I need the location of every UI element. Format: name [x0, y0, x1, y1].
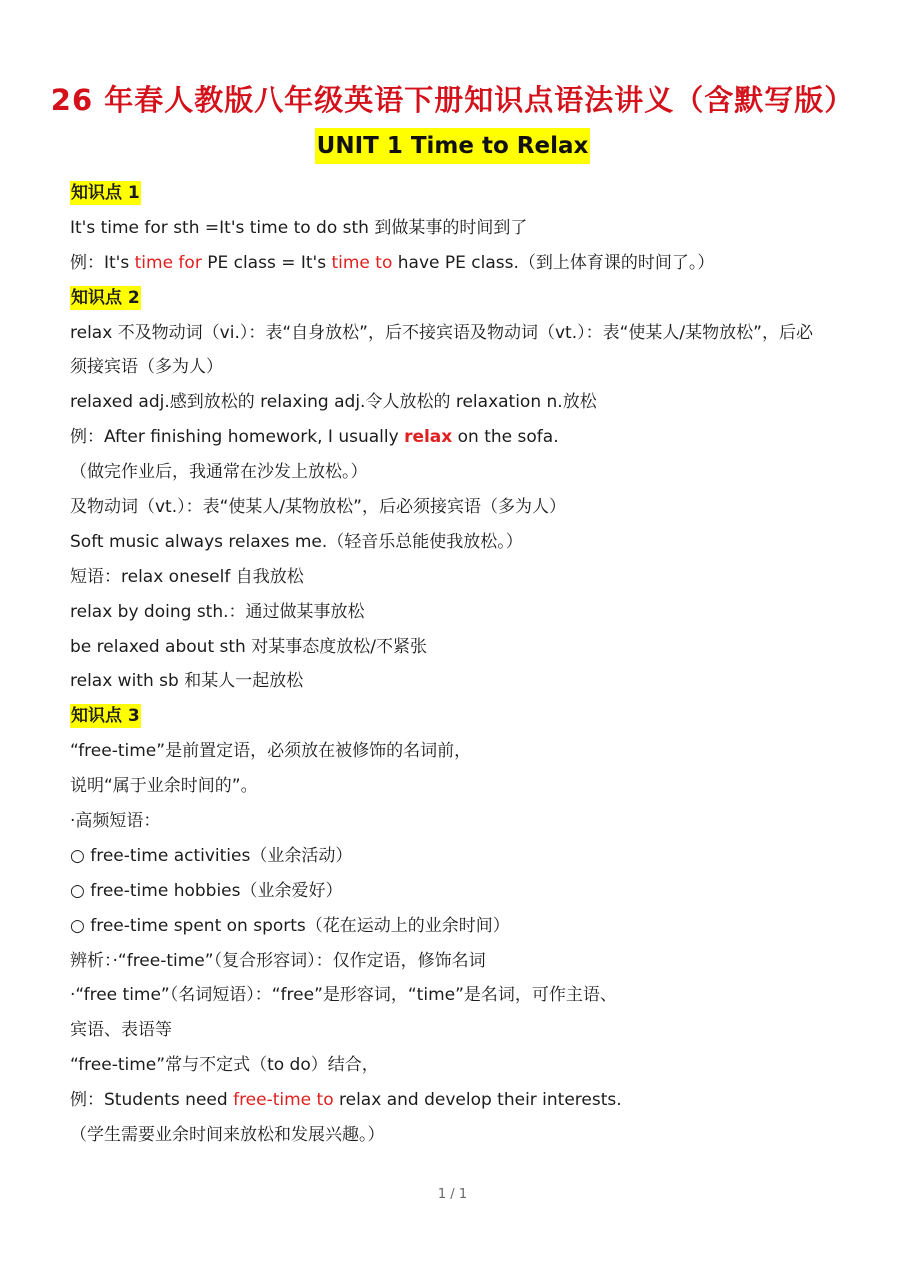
text-run: on the sofa. — [452, 427, 559, 448]
text-line: （学生需要业余时间来放松和发展兴趣。） — [70, 1125, 385, 1146]
heading-label: 知识点 1 — [71, 183, 140, 203]
example-line — [70, 1083, 860, 1118]
heading-label: 知识点 2 — [71, 287, 140, 308]
text-line: relaxed adj.感到放松的 relaxing adj.令人放松的 relaxation n.放松 — [70, 392, 597, 413]
text-line: “free-time”常与不定式（to do）结合， — [70, 1055, 379, 1076]
text-run: 例：It's — [70, 252, 135, 273]
text-line: relax by doing sth.：通过做某事放松 — [70, 601, 365, 622]
text-run: 例：Students need — [70, 1090, 234, 1111]
unit-title-container — [0, 128, 905, 164]
document-body — [70, 176, 860, 1153]
text-run: 例：After finishing homework, I usually — [70, 427, 405, 448]
text-run: relax and develop their interests. — [333, 1090, 622, 1111]
emphasis-text: relax — [404, 427, 453, 448]
text-run: have PE class.（到上体育课的时间了。） — [392, 252, 715, 273]
list-item: ○ free-time activities（业余活动） — [70, 845, 353, 866]
section-heading-2 — [70, 281, 860, 316]
section-heading-3 — [70, 699, 860, 734]
example-line — [70, 420, 860, 455]
text-line: be relaxed about sth 对某事态度放松/不紧张 — [70, 636, 427, 657]
text-line: Soft music always relaxes me.（轻音乐总能使我放松。） — [70, 531, 523, 552]
list-item: ○ free-time spent on sports（花在运动上的业余时间） — [70, 915, 510, 936]
emphasis-text: time to — [331, 252, 393, 273]
section-heading-1 — [70, 176, 860, 211]
emphasis-text: free-time to — [233, 1090, 334, 1111]
text-line: It's time for sth =It's time to do sth 到做某事的时间到了 — [70, 217, 528, 238]
text-line: relax 不及物动词（vi.）：表“自身放松”，后不接宾语及物动词（vt.）：表“使某人/某物放松”，后必 — [70, 322, 813, 343]
text-line: 短语：relax oneself 自我放松 — [70, 566, 304, 587]
text-line: ·“free time”（名词短语）：“free”是形容词，“time”是名词，可作主语、 — [70, 985, 617, 1006]
heading-label: 知识点 3 — [71, 706, 140, 727]
text-line: 须接宾语（多为人） — [70, 357, 223, 378]
text-line: relax with sb 和某人一起放松 — [70, 671, 304, 692]
emphasis-text: time for — [134, 252, 202, 273]
page-number: 1 / 1 — [437, 1187, 468, 1202]
text-line: 辨析：·“free-time”（复合形容词）：仅作定语，修饰名词 — [70, 950, 486, 971]
text-run: PE class = It's — [201, 252, 332, 273]
text-line: 宾语、表语等 — [70, 1020, 172, 1041]
text-line: 及物动词（vt.）：表“使某人/某物放松”，后必须接宾语（多为人） — [70, 497, 566, 518]
example-line — [70, 246, 860, 281]
page-title: 26 年春人教版八年级英语下册知识点语法讲义（含默写版） — [50, 83, 855, 117]
list-item: ○ free-time hobbies（业余爱好） — [70, 880, 343, 901]
text-line: ·高频短语： — [70, 811, 161, 832]
text-line: 说明“属于业余时间的”。 — [70, 776, 258, 797]
text-line: （做完作业后，我通常在沙发上放松。） — [70, 462, 368, 483]
unit-title: UNIT 1 Time to Relax — [315, 128, 591, 164]
text-line: “free-time”是前置定语，必须放在被修饰的名词前， — [70, 741, 472, 762]
